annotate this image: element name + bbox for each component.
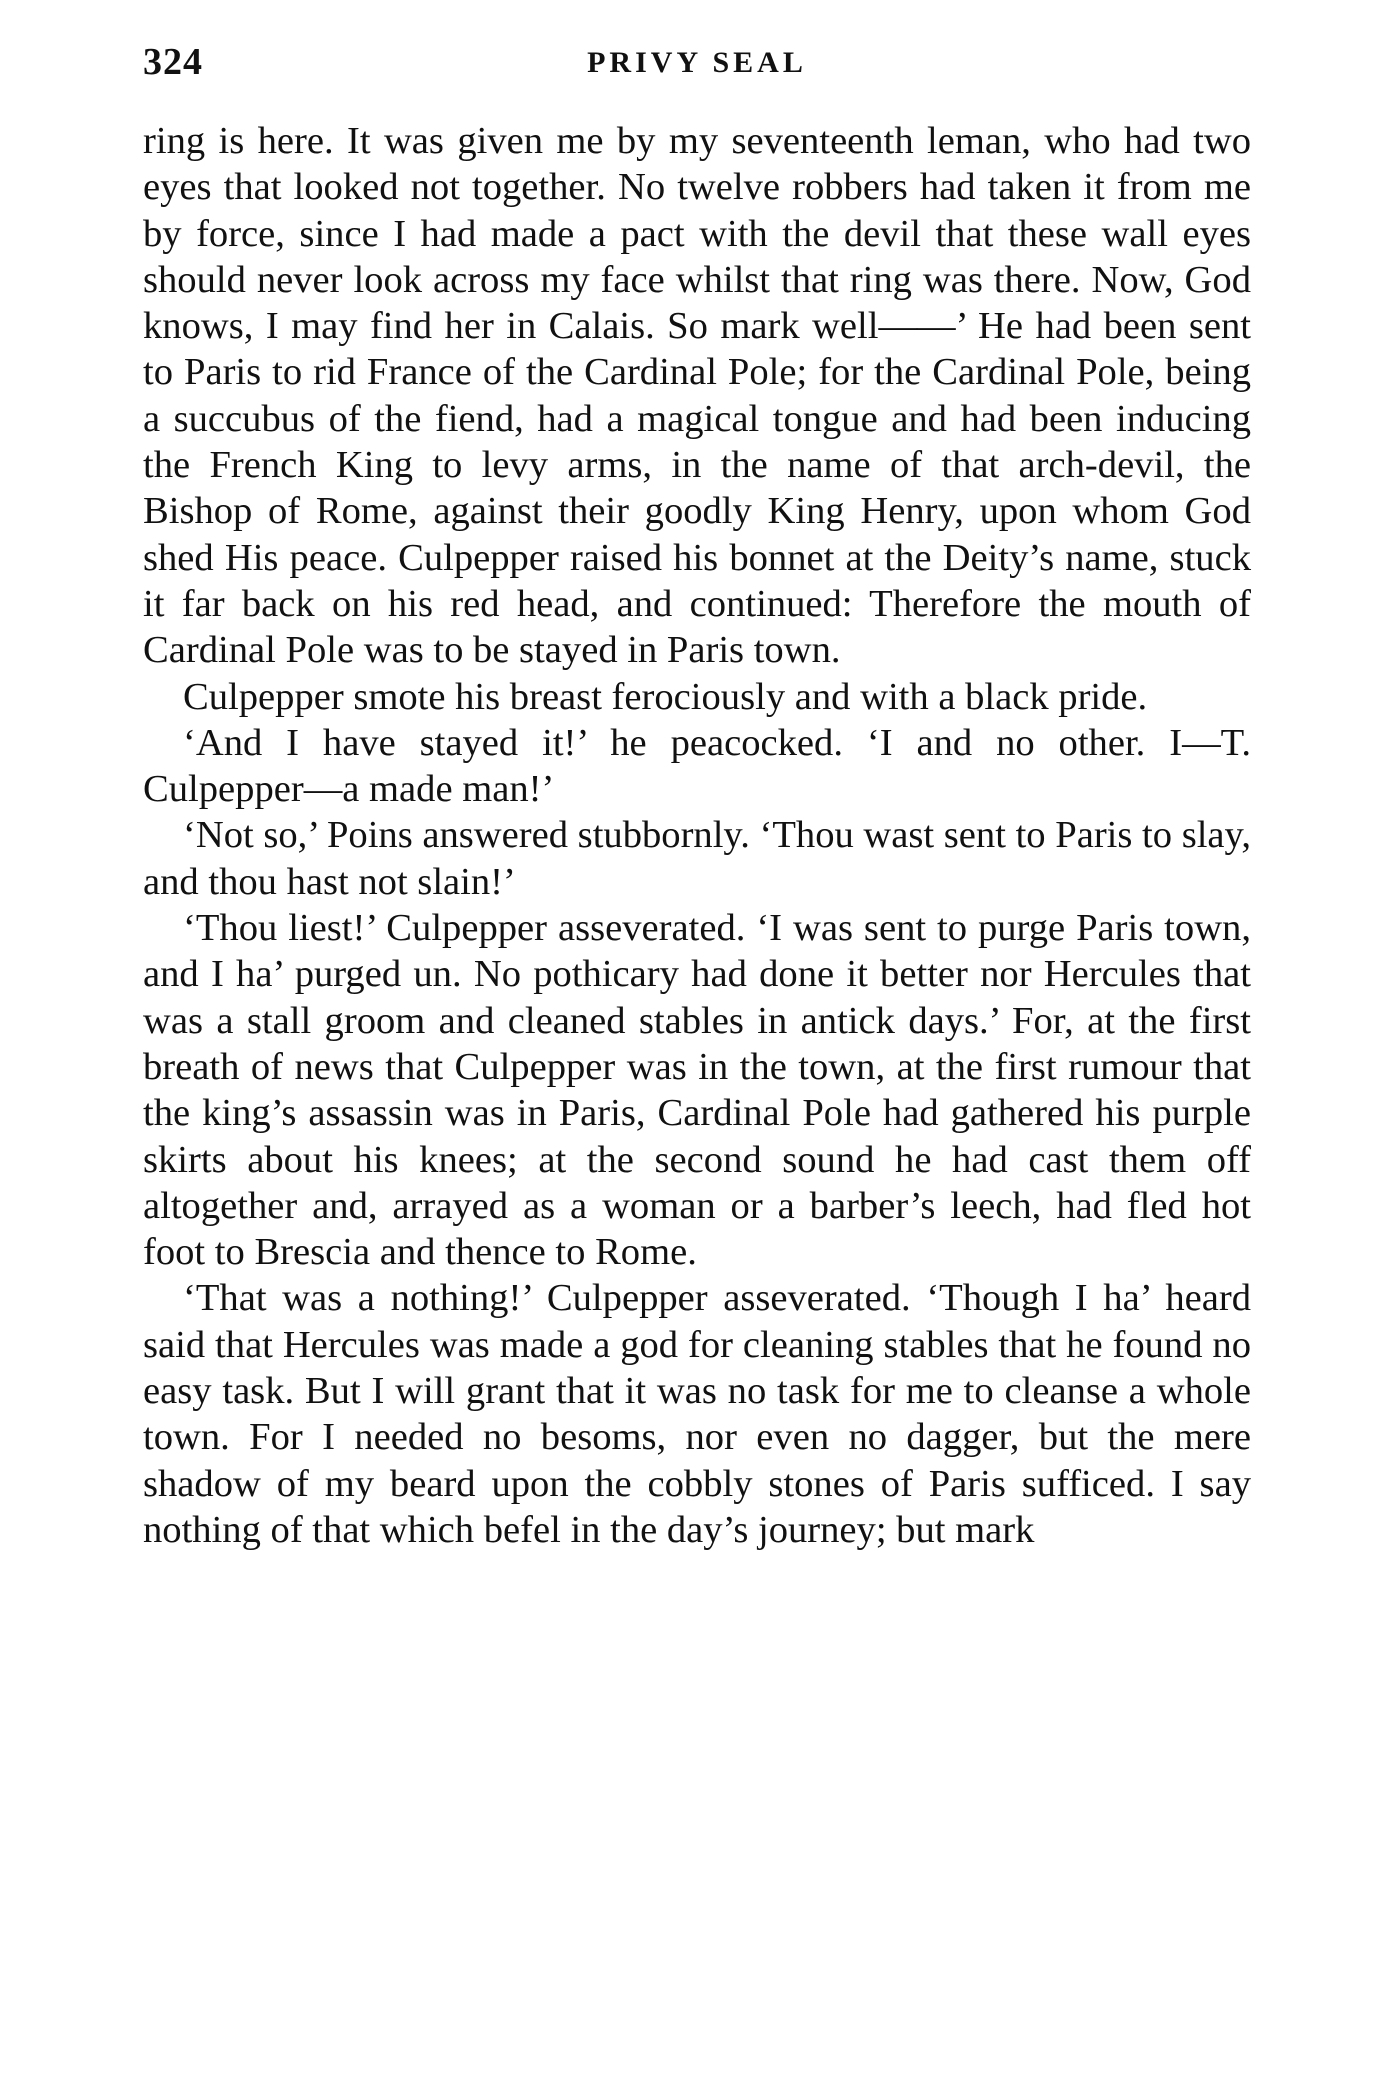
page-number: 324 bbox=[143, 41, 203, 83]
paragraph-continued: ring is here. It was given me by my seventeenth leman, who had two eyes that looked not together. No twelve robbers had taken it from me by force, since I had made a pact with the devil that these wall eyes should never look across my face whilst that ring was there. Now, God knows, I may find her in Calais. So mark well——’ He had been sent to Paris to rid France of the Cardinal Pole; for the Cardinal Pole, being a succubus of the fiend, had a magical tongue and had been inducing the French King to levy arms, in the name of that arch-devil, the Bishop of Rome, against their goodly King Henry, upon whom God shed His peace. Culpepper raised his bonnet at the Deity’s name, stuck it far back on his red head, and continued: Therefore the mouth of Cardinal Pole was to be stayed in Paris town. bbox=[143, 120, 1251, 672]
paragraph: ‘Thou liest!’ Culpepper asseverated. ‘I was sent to purge Paris town, and I ha’ purged un. No pothicary had done it better nor Hercules that was a stall groom and cleaned stables in antick days.’ For, at the first breath of news that Culpepper was in the town, at the first rumour that the king’s assassin was in Paris, Cardinal Pole had gathered his purple skirts about his knees; at the second sound he had cast them off altogether and, arrayed as a woman or a barber’s leech, had fled hot foot to Brescia and thence to Rome. bbox=[143, 907, 1251, 1274]
page-header bbox=[143, 40, 1251, 100]
paragraph: ‘That was a nothing!’ Culpepper asseverated. ‘Though I ha’ heard said that Hercules was made a god for cleaning stables that he found no easy task. But I will grant that it was no task for me to cleanse a whole town. For I needed no besoms, nor even no dagger, but the mere shadow of my beard upon the cobbly stones of Paris sufficed. I say nothing of that which befel in the day’s journey; but mark bbox=[143, 1277, 1251, 1551]
book-page bbox=[143, 40, 1251, 1553]
paragraph: ‘Not so,’ Poins answered stubbornly. ‘Thou wast sent to Paris to slay, and thou hast not slain!’ bbox=[143, 814, 1251, 903]
running-title: PRIVY SEAL bbox=[587, 46, 807, 79]
paragraph: Culpepper smote his breast ferociously and with a black pride. bbox=[183, 675, 1148, 718]
paragraph: ‘And I have stayed it!’ he peacocked. ‘I and no other. I—T. Culpepper—a made man!’ bbox=[143, 721, 1251, 811]
body-text bbox=[143, 118, 1251, 1553]
